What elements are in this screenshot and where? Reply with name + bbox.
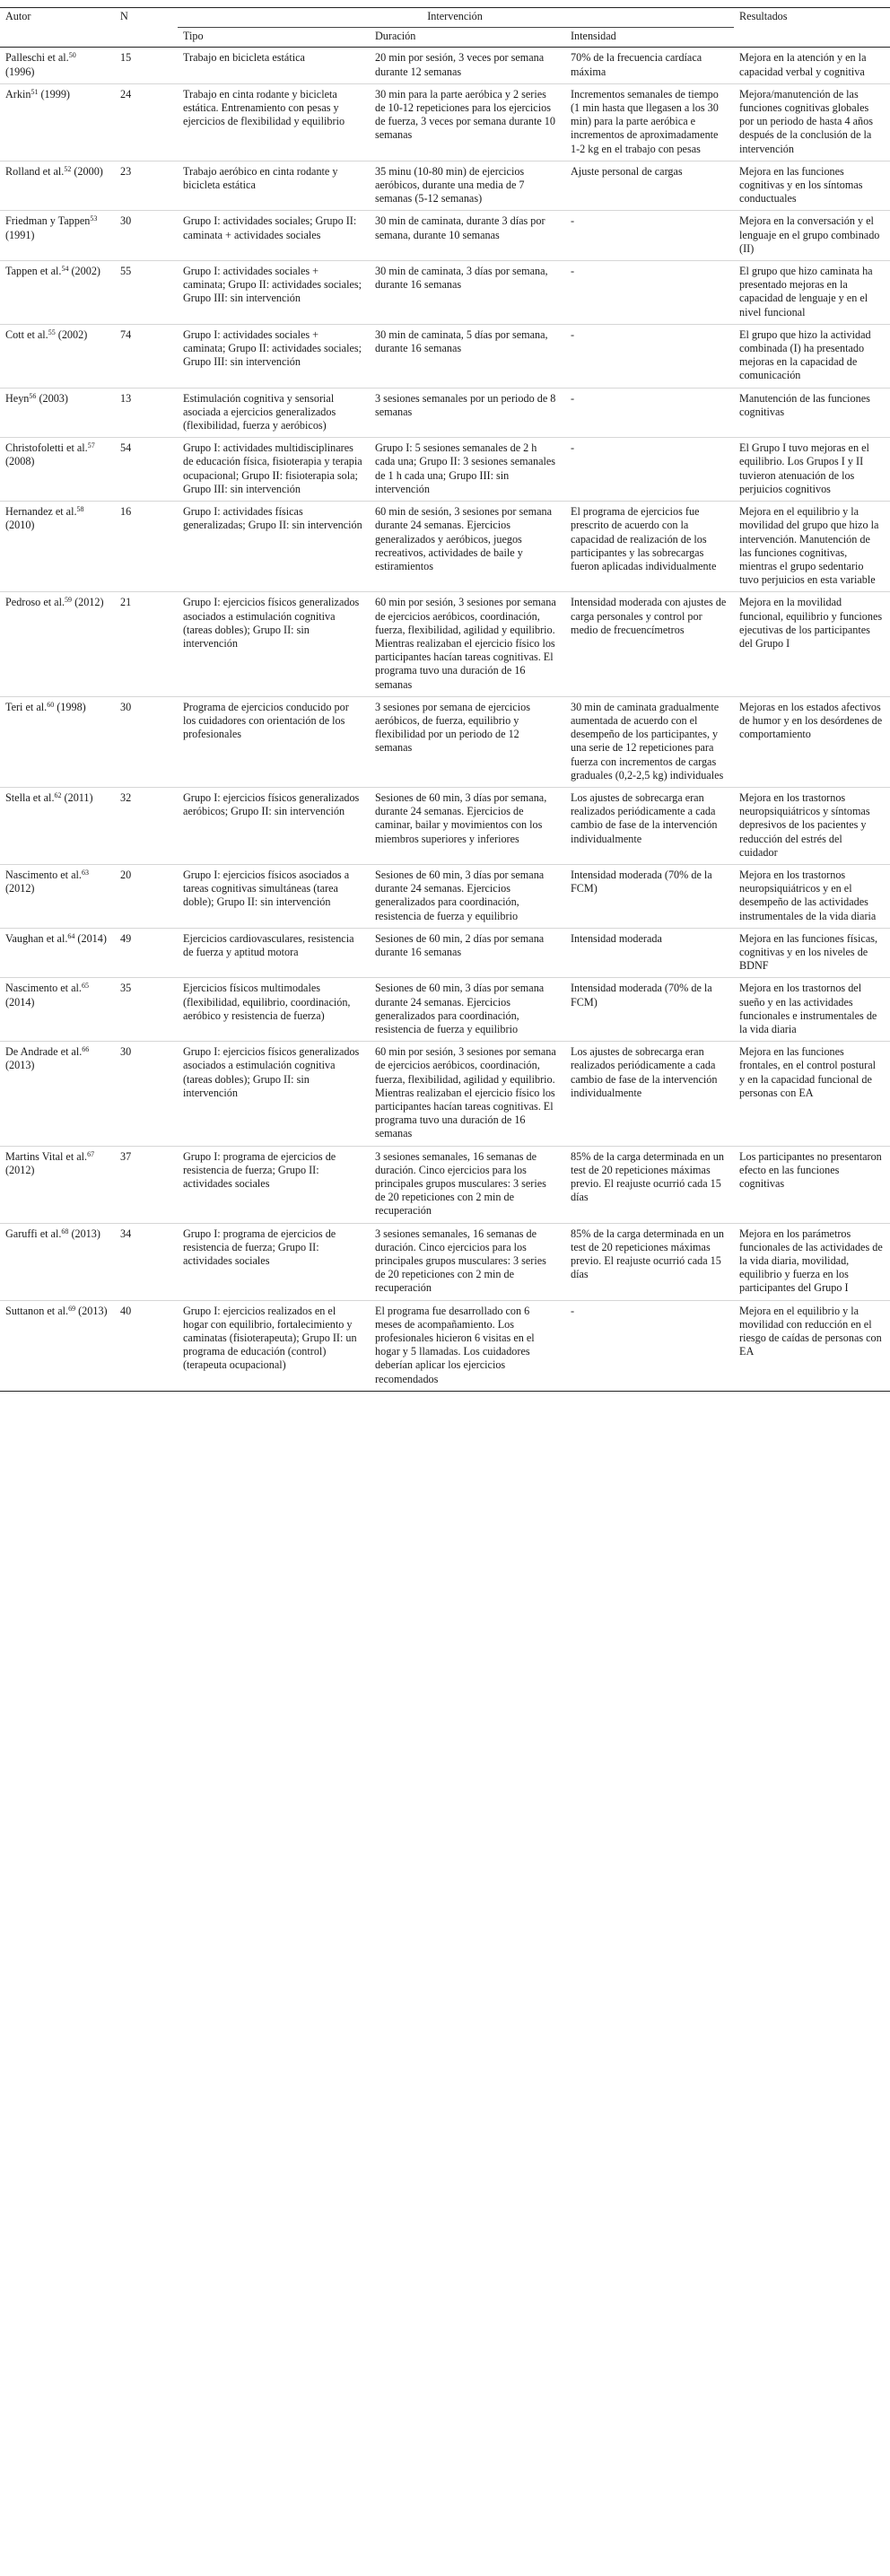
author-year: (1999) [38, 87, 70, 100]
resultados-cell: Mejora en la atención y en la capacidad verbal y cognitiva [734, 48, 890, 83]
author-year: (2012) [5, 1163, 35, 1176]
reference-number: 62 [54, 790, 62, 799]
table-row [0, 1300, 890, 1391]
author-year: (1998) [54, 700, 86, 713]
author-year: (2013) [75, 1304, 108, 1317]
intensidad-cell: Intensidad moderada [565, 928, 734, 978]
table-row [0, 928, 890, 978]
tipo-cell: Trabajo en bicicleta estática [178, 48, 370, 83]
reference-number: 51 [31, 87, 39, 96]
table-row [0, 864, 890, 928]
tipo-cell: Ejercicios cardiovasculares, resistencia de fuerza y aptitud motora [178, 928, 370, 978]
n-cell: 15 [115, 48, 178, 83]
reference-number: 60 [47, 700, 55, 709]
author-year: (2014) [74, 931, 107, 945]
tipo-cell: Grupo I: ejercicios físicos asociados a tareas cognitivas simultáneas (tarea doble); Grupo II: sin intervención [178, 864, 370, 928]
intervention-table [0, 7, 890, 1392]
author-year: (2003) [36, 391, 68, 405]
table-header [0, 8, 890, 48]
n-cell: 54 [115, 438, 178, 502]
reference-number: 65 [81, 982, 89, 991]
header-blank [734, 28, 890, 48]
resultados-cell: El grupo que hizo caminata ha presentado mejoras en la capacidad de lenguaje y en el nivel funcional [734, 261, 890, 325]
reference-number: 66 [82, 1045, 90, 1054]
author-year: (1996) [5, 65, 35, 78]
author-name: Palleschi et al. [5, 51, 69, 65]
author-year: (2008) [5, 455, 35, 468]
resultados-cell: Manutención de las funciones cognitivas [734, 388, 890, 438]
author-cell [0, 928, 115, 978]
author-year: (2002) [68, 265, 100, 278]
resultados-cell: Mejora en el equilibrio y la movilidad con reducción en el riesgo de caídas de personas con EA [734, 1300, 890, 1391]
author-cell [0, 83, 115, 161]
author-name: Martins Vital et al. [5, 1149, 88, 1163]
table-row [0, 83, 890, 161]
intensidad-cell: Los ajustes de sobrecarga eran realizados periódicamente a cada cambio de fase de la intervención individualmente [565, 787, 734, 864]
n-cell: 35 [115, 978, 178, 1042]
table-row [0, 1223, 890, 1300]
author-year: (2011) [61, 790, 93, 804]
table-row [0, 261, 890, 325]
n-cell: 34 [115, 1223, 178, 1300]
reference-number: 56 [29, 391, 37, 400]
duracion-cell: 60 min por sesión, 3 sesiones por semana de ejercicios aeróbicos, coordinación, fuerza, flexibilidad, agilidad y equilibrio. Mientras realizaban el ejercicio físico los participantes hacían tareas cognitivas. El programa tuvo una duración de 16 semanas [370, 592, 565, 696]
author-year: (2013) [5, 1059, 35, 1072]
duracion-cell: Sesiones de 60 min, 3 días por semana, durante 24 semanas. Ejercicios de caminar, bailar y movimientos con los miembros superiores y inferiores [370, 787, 565, 864]
author-name: Stella et al. [5, 790, 55, 804]
author-cell [0, 592, 115, 696]
author-name: De Andrade et al. [5, 1045, 83, 1059]
author-cell [0, 48, 115, 83]
duracion-cell: 3 sesiones semanales, 16 semanas de duración. Cinco ejercicios para los principales grupos musculares: 3 series de 20 repeticiones con 2 min de recuperación [370, 1146, 565, 1223]
author-cell [0, 161, 115, 211]
tipo-cell: Grupo I: ejercicios realizados en el hogar con equilibrio, fortalecimiento y caminatas (fisioterapeuta); Grupo II: un programa de educación (control) (terapeuta ocupacional) [178, 1300, 370, 1391]
intensidad-cell: - [565, 1300, 734, 1391]
author-name: Suttanon et al. [5, 1304, 69, 1317]
duracion-cell: 3 sesiones semanales por un periodo de 8 semanas [370, 388, 565, 438]
reference-number: 58 [76, 505, 84, 514]
author-cell [0, 1042, 115, 1146]
reference-number: 64 [67, 931, 75, 940]
author-name: Vaughan et al. [5, 931, 68, 945]
tipo-cell: Grupo I: ejercicios físicos generalizados asociados a estimulación cognitiva (tareas dobles); Grupo II: sin intervención [178, 1042, 370, 1146]
resultados-cell: Mejora en los trastornos neuropsiquiátricos y en el desempeño de las actividades instrumentales de la vida diaria [734, 864, 890, 928]
n-cell: 13 [115, 388, 178, 438]
intensidad-cell: 70% de la frecuencia cardíaca máxima [565, 48, 734, 83]
resultados-cell: Mejora en la movilidad funcional, equilibrio y funciones ejecutivas de los participantes del Grupo I [734, 592, 890, 696]
n-cell: 23 [115, 161, 178, 211]
tipo-cell: Grupo I: actividades físicas generalizadas; Grupo II: sin intervención [178, 502, 370, 592]
intensidad-cell: - [565, 388, 734, 438]
header-duracion: Duración [370, 28, 565, 48]
table-row [0, 211, 890, 261]
intensidad-cell: El programa de ejercicios fue prescrito de acuerdo con la capacidad de realización de los participantes y las sobrecargas fueron aplicadas individualmente [565, 502, 734, 592]
reference-number: 57 [87, 441, 95, 450]
author-cell [0, 787, 115, 864]
tipo-cell: Grupo I: ejercicios físicos generalizados aeróbicos; Grupo II: sin intervención [178, 787, 370, 864]
duracion-cell: 3 sesiones semanales, 16 semanas de duración. Cinco ejercicios para los principales grupos musculares: 3 series de 20 repeticiones con 2 min de recuperación [370, 1223, 565, 1300]
author-year: (2010) [5, 519, 35, 532]
author-cell [0, 696, 115, 787]
tipo-cell: Grupo I: actividades sociales; Grupo II: caminata + actividades sociales [178, 211, 370, 261]
n-cell: 40 [115, 1300, 178, 1391]
resultados-cell: Mejora en la conversación y el lenguaje en el grupo combinado (II) [734, 211, 890, 261]
author-year: (2012) [5, 882, 35, 895]
author-cell [0, 1223, 115, 1300]
intensidad-cell: - [565, 438, 734, 502]
table-row [0, 388, 890, 438]
tipo-cell: Trabajo aeróbico en cinta rodante y bicicleta estática [178, 161, 370, 211]
intensidad-cell: Intensidad moderada (70% de la FCM) [565, 864, 734, 928]
author-year: (2000) [71, 164, 103, 178]
n-cell: 24 [115, 83, 178, 161]
duracion-cell: Sesiones de 60 min, 3 días por semana durante 24 semanas. Ejercicios generalizados para coordinación, resistencia de fuerza y equilibrio [370, 864, 565, 928]
author-cell [0, 1146, 115, 1223]
intensidad-cell: - [565, 211, 734, 261]
table-body [0, 48, 890, 1391]
tipo-cell: Estimulación cognitiva y sensorial asociada a ejercicios generalizados (flexibilidad, fuerza y aeróbicos) [178, 388, 370, 438]
header-resultados: Resultados [734, 8, 890, 28]
author-cell [0, 324, 115, 388]
resultados-cell: Mejoras en los estados afectivos de humor y en los desórdenes de comportamiento [734, 696, 890, 787]
author-year: (2002) [55, 327, 88, 341]
n-cell: 32 [115, 787, 178, 864]
header-autor: Autor [0, 8, 115, 28]
table-row [0, 592, 890, 696]
n-cell: 74 [115, 324, 178, 388]
reference-number: 52 [64, 164, 72, 173]
author-cell [0, 502, 115, 592]
resultados-cell: Mejora en las funciones físicas, cognitivas y en los niveles de BDNF [734, 928, 890, 978]
author-cell [0, 438, 115, 502]
author-cell [0, 864, 115, 928]
author-name: Pedroso et al. [5, 596, 65, 609]
n-cell: 49 [115, 928, 178, 978]
reference-number: 55 [48, 327, 56, 336]
reference-number: 68 [61, 1227, 69, 1236]
resultados-cell: El Grupo I tuvo mejoras en el equilibrio. Los Grupos I y II tuvieron atenuación de los perjuicios cognitivos [734, 438, 890, 502]
header-intervencion: Intervención [178, 8, 734, 28]
author-cell [0, 261, 115, 325]
author-cell [0, 211, 115, 261]
intensidad-cell: Intensidad moderada (70% de la FCM) [565, 978, 734, 1042]
resultados-cell: Mejora en los trastornos neuropsiquiátricos y síntomas depresivos de los pacientes y reducción del estrés del cuidador [734, 787, 890, 864]
author-cell [0, 388, 115, 438]
header-n: N [115, 8, 178, 28]
intensidad-cell: - [565, 324, 734, 388]
header-intensidad: Intensidad [565, 28, 734, 48]
n-cell: 30 [115, 1042, 178, 1146]
author-name: Nascimento et al. [5, 868, 82, 881]
duracion-cell: 20 min por sesión, 3 veces por semana durante 12 semanas [370, 48, 565, 83]
reference-number: 69 [68, 1304, 76, 1313]
author-name: Friedman y Tappen [5, 214, 91, 228]
duracion-cell: El programa fue desarrollado con 6 meses de acompañamiento. Los profesionales hicieron 6 visitas en el hogar y 5 llamadas. Los cuidadores deberían aplicar los ejercicios recomendados [370, 1300, 565, 1391]
duracion-cell: 30 min de caminata, 3 días por semana, durante 16 semanas [370, 261, 565, 325]
header-blank [0, 28, 115, 48]
reference-number: 67 [87, 1149, 95, 1158]
intensidad-cell: 30 min de caminata gradualmente aumentada de acuerdo con el desempeño de los participantes, y una serie de 12 repeticiones para fuerza con incrementos de cargas graduales (0,2-2,5 kg) individuales [565, 696, 734, 787]
duracion-cell: 60 min de sesión, 3 sesiones por semana durante 24 semanas. Ejercicios generalizados y aeróbicos, juegos recreativos, actividades de baile y estiramientos [370, 502, 565, 592]
intensidad-cell: Intensidad moderada con ajustes de carga personales y control por medio de frecuencímetros [565, 592, 734, 696]
author-name: Teri et al. [5, 700, 48, 713]
tipo-cell: Trabajo en cinta rodante y bicicleta estática. Entrenamiento con pesas y ejercicios de flexibilidad y equilibrio [178, 83, 370, 161]
author-cell [0, 1300, 115, 1391]
n-cell: 30 [115, 696, 178, 787]
intensidad-cell: - [565, 261, 734, 325]
tipo-cell: Programa de ejercicios conducido por los cuidadores con orientación de los profesionales [178, 696, 370, 787]
author-name: Tappen et al. [5, 265, 62, 278]
n-cell: 21 [115, 592, 178, 696]
author-year: (1991) [5, 228, 35, 241]
resultados-cell: Mejora en los parámetros funcionales de las actividades de la vida diaria, movilidad, equilibrio y fuerza en los participantes del Grupo I [734, 1223, 890, 1300]
table-row [0, 978, 890, 1042]
n-cell: 20 [115, 864, 178, 928]
author-year: (2012) [72, 596, 104, 609]
author-name: Nascimento et al. [5, 982, 82, 995]
tipo-cell: Grupo I: programa de ejercicios de resistencia de fuerza; Grupo II: actividades sociales [178, 1223, 370, 1300]
n-cell: 16 [115, 502, 178, 592]
intensidad-cell: 85% de la carga determinada en un test de 20 repeticiones máximas previo. El reajuste ocurrió cada 15 días [565, 1146, 734, 1223]
reference-number: 59 [65, 596, 73, 605]
n-cell: 55 [115, 261, 178, 325]
duracion-cell: Grupo I: 5 sesiones semanales de 2 h cada una; Grupo II: 3 sesiones semanales de 1 h cada una; Grupo III: sin intervención [370, 438, 565, 502]
tipo-cell: Ejercicios físicos multimodales (flexibilidad, equilibrio, coordinación, aeróbico y resistencia de fuerza) [178, 978, 370, 1042]
table-row [0, 1042, 890, 1146]
duracion-cell: 30 min de caminata, 5 días por semana, durante 16 semanas [370, 324, 565, 388]
tipo-cell: Grupo I: actividades sociales + caminata; Grupo II: actividades sociales; Grupo III: sin intervención [178, 261, 370, 325]
author-name: Hernandez et al. [5, 505, 77, 519]
author-name: Garuffi et al. [5, 1227, 62, 1240]
table-row [0, 787, 890, 864]
n-cell: 30 [115, 211, 178, 261]
duracion-cell: Sesiones de 60 min, 2 días por semana durante 16 semanas [370, 928, 565, 978]
author-year: (2013) [68, 1227, 100, 1240]
author-year: (2014) [5, 995, 35, 1009]
table-row [0, 696, 890, 787]
table-row [0, 324, 890, 388]
resultados-cell: Mejora en los trastornos del sueño y en las actividades funcionales e instrumentales de la vida diaria [734, 978, 890, 1042]
author-name: Rolland et al. [5, 164, 65, 178]
tipo-cell: Grupo I: programa de ejercicios de resistencia de fuerza; Grupo II: actividades sociales [178, 1146, 370, 1223]
resultados-cell: Los participantes no presentaron efecto en las funciones cognitivas [734, 1146, 890, 1223]
author-cell [0, 978, 115, 1042]
header-tipo: Tipo [178, 28, 370, 48]
duracion-cell: 35 minu (10-80 min) de ejercicios aeróbicos, durante una media de 7 semanas (5-12 semanas) [370, 161, 565, 211]
intensidad-cell: 85% de la carga determinada en un test de 20 repeticiones máximas previo. El reajuste ocurrió cada 15 días [565, 1223, 734, 1300]
reference-number: 53 [90, 214, 98, 223]
duracion-cell: 30 min de caminata, durante 3 días por semana, durante 10 semanas [370, 211, 565, 261]
reference-number: 50 [68, 51, 76, 60]
author-name: Cott et al. [5, 327, 48, 341]
author-name: Heyn [5, 391, 30, 405]
resultados-cell: El grupo que hizo la actividad combinada (I) ha presentado mejoras en la capacidad de comunicación [734, 324, 890, 388]
table-row [0, 161, 890, 211]
tipo-cell: Grupo I: ejercicios físicos generalizados asociados a estimulación cognitiva (tareas dobles); Grupo II: sin intervención [178, 592, 370, 696]
author-name: Arkin [5, 87, 31, 100]
n-cell: 37 [115, 1146, 178, 1223]
duracion-cell: Sesiones de 60 min, 3 días por semana durante 24 semanas. Ejercicios generalizados para coordinación, resistencia de fuerza y equilibrio [370, 978, 565, 1042]
intensidad-cell: Ajuste personal de cargas [565, 161, 734, 211]
intensidad-cell: Los ajustes de sobrecarga eran realizados periódicamente a cada cambio de fase de la intervención individualmente [565, 1042, 734, 1146]
table-row [0, 48, 890, 83]
duracion-cell: 60 min por sesión, 3 sesiones por semana de ejercicios aeróbicos, coordinación, fuerza, flexibilidad, agilidad y equilibrio. Mientras realizaban el ejercicio físico los participantes hacían tareas cognitivas. El programa tuvo una duración de 16 semanas [370, 1042, 565, 1146]
table-row [0, 1146, 890, 1223]
duracion-cell: 3 sesiones por semana de ejercicios aeróbicos, de fuerza, equilibrio y flexibilidad por un periodo de 12 semanas [370, 696, 565, 787]
resultados-cell: Mejora en el equilibrio y la movilidad del grupo que hizo la intervención. Manutención de las funciones cognitivas, mientras el grupo sedentario tuvo perjuicios en esta variable [734, 502, 890, 592]
table-row [0, 502, 890, 592]
duracion-cell: 30 min para la parte aeróbica y 2 series de 10-12 repeticiones para los ejercicios de fuerza, 3 veces por semana durante 10 semanas [370, 83, 565, 161]
table-row [0, 438, 890, 502]
author-name: Christofoletti et al. [5, 441, 88, 455]
reference-number: 54 [61, 265, 69, 274]
resultados-cell: Mejora/manutención de las funciones cognitivas globales por un periodo de hasta 4 años después de la conclusión de la intervención [734, 83, 890, 161]
reference-number: 63 [81, 868, 89, 877]
header-blank [115, 28, 178, 48]
resultados-cell: Mejora en las funciones frontales, en el control postural y en la capacidad funcional de personas con EA [734, 1042, 890, 1146]
tipo-cell: Grupo I: actividades sociales + caminata; Grupo II: actividades sociales; Grupo III: sin intervención [178, 324, 370, 388]
tipo-cell: Grupo I: actividades multidisciplinares de educación física, fisioterapia y terapia ocupacional; Grupo II: fisioterapia sola; Grupo III: sin intervención [178, 438, 370, 502]
resultados-cell: Mejora en las funciones cognitivas y en los síntomas conductuales [734, 161, 890, 211]
intensidad-cell: Incrementos semanales de tiempo (1 min hasta que llegasen a los 30 min) para la parte aeróbica e incrementos de aproximadamente 1-2 kg en el trabajo con pesas [565, 83, 734, 161]
